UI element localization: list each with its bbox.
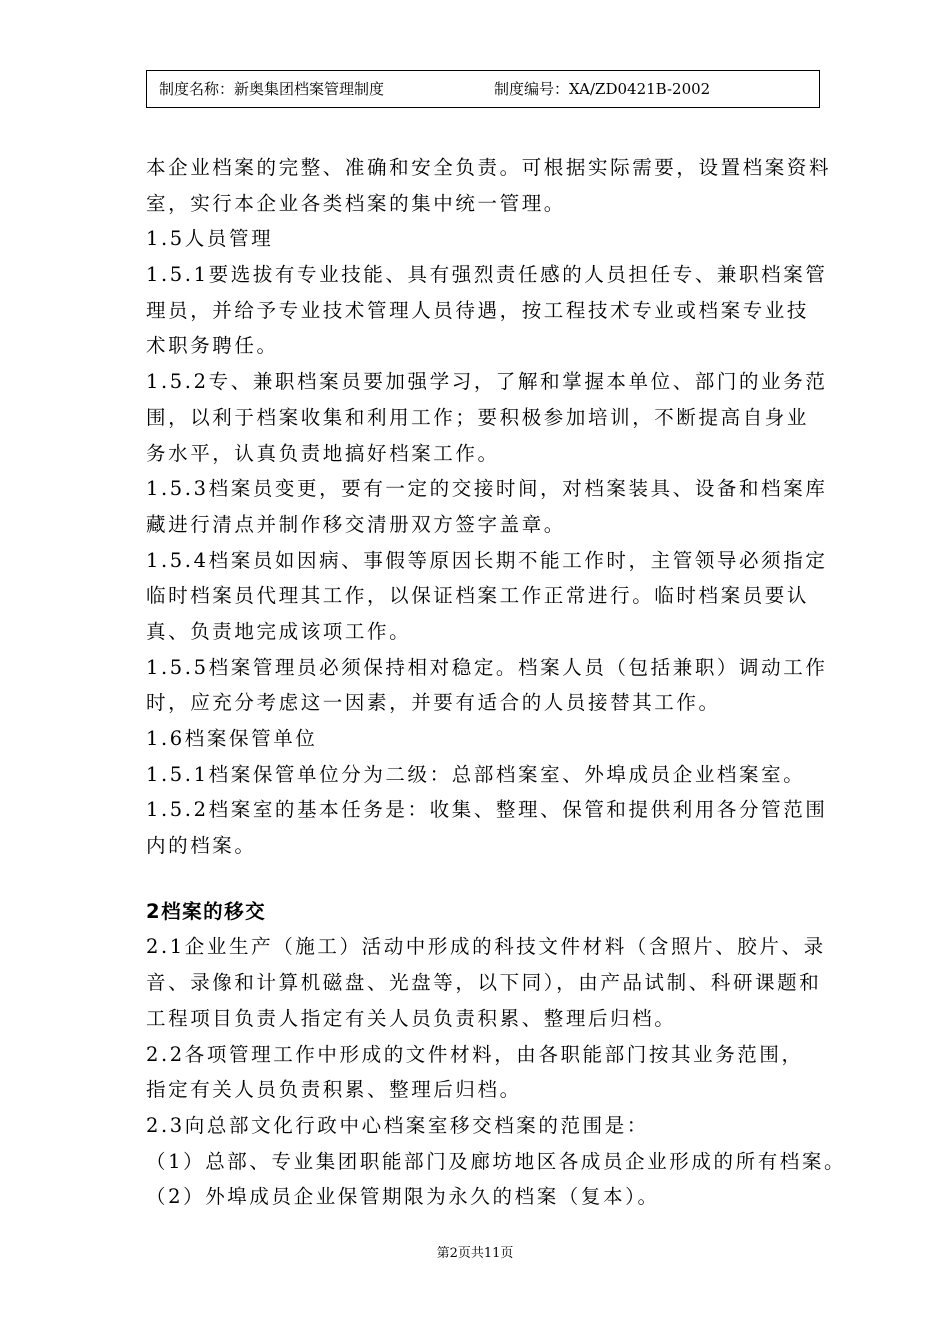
paragraph-line: （1）总部、专业集团职能部门及廊坊地区各成员企业形成的所有档案。 [146, 1149, 847, 1173]
paragraph-line: 室，实行本企业各类档案的集中统一管理。 [146, 191, 566, 215]
policy-code: 制度编号：XA/ZD0421B-2002 [494, 80, 711, 98]
paragraph-line: 临时档案员代理其工作，以保证档案工作正常进行。临时档案员要认 [146, 584, 810, 608]
section-gap [146, 864, 828, 894]
paragraph-line: 指定有关人员负责积累、整理后归档。 [146, 1078, 522, 1102]
paragraph-line: 时，应充分考虑这一因素，并要有适合的人员接替其工作。 [146, 691, 721, 715]
paragraph-line: 2.1企业生产（施工）活动中形成的科技文件材料（含照片、胶片、录 [146, 935, 826, 959]
paragraph-line: 2.3向总部文化行政中心档案室移交档案的范围是： [146, 1113, 649, 1137]
paragraph-line: 1.5.1要选拔有专业技能、具有强烈责任感的人员担任专、兼职档案管 [146, 263, 828, 287]
paragraph-line: 音、录像和计算机磁盘、光盘等，以下同），由产品试制、科研课题和 [146, 971, 822, 995]
paragraph-line: 藏进行清点并制作移交清册双方签字盖章。 [146, 512, 566, 536]
subheading-1-5: 1.5人员管理 [146, 227, 274, 251]
paragraph-line: 1.5.2专、兼职档案员要加强学习，了解和掌握本单位、部门的业务范 [146, 370, 828, 394]
paragraph-line: 务水平，认真负责地搞好档案工作。 [146, 441, 500, 465]
paragraph-line: 理员，并给予专业技术管理人员待遇，按工程技术专业或档案专业技 [146, 298, 810, 322]
paragraph-line: 1.5.1档案保管单位分为二级：总部档案室、外埠成员企业档案室。 [146, 762, 806, 786]
paragraph-line: （2）外埠成员企业保管期限为永久的档案（复本）。 [146, 1185, 660, 1209]
paragraph-line: 1.5.3档案员变更，要有一定的交接时间，对档案装具、设备和档案库 [146, 477, 828, 501]
paragraph-line: 工程项目负责人指定有关人员负责积累、整理后归档。 [146, 1006, 677, 1030]
section-2-heading: 2档案的移交 [146, 899, 267, 923]
paragraph-line: 1.5.5档案管理员必须保持相对稳定。档案人员（包括兼职）调动工作 [146, 655, 828, 679]
document-header [146, 70, 820, 108]
paragraph-line: 术职务聘任。 [146, 334, 279, 358]
paragraph-line: 真、负责地完成该项工作。 [146, 619, 412, 643]
paragraph-line: 1.5.4档案员如因病、事假等原因长期不能工作时，主管领导必须指定 [146, 548, 828, 572]
paragraph-line: 1.5.2档案室的基本任务是：收集、整理、保管和提供利用各分管范围 [146, 798, 828, 822]
document-body [146, 150, 847, 1215]
paragraph-line: 围，以利于档案收集和利用工作；要积极参加培训，不断提高自身业 [146, 405, 810, 429]
subheading-1-6: 1.6档案保管单位 [146, 727, 318, 750]
policy-name: 制度名称：新奥集团档案管理制度 [159, 80, 385, 98]
paragraph-line: 本企业档案的完整、准确和安全负责。可根据实际需要，设置档案资料 [146, 156, 832, 179]
page-number: 第2页共11页 [436, 1246, 514, 1261]
paragraph-line: 内的档案。 [146, 834, 257, 858]
paragraph-line: 2.2各项管理工作中形成的文件材料，由各职能部门按其业务范围， [146, 1042, 804, 1066]
